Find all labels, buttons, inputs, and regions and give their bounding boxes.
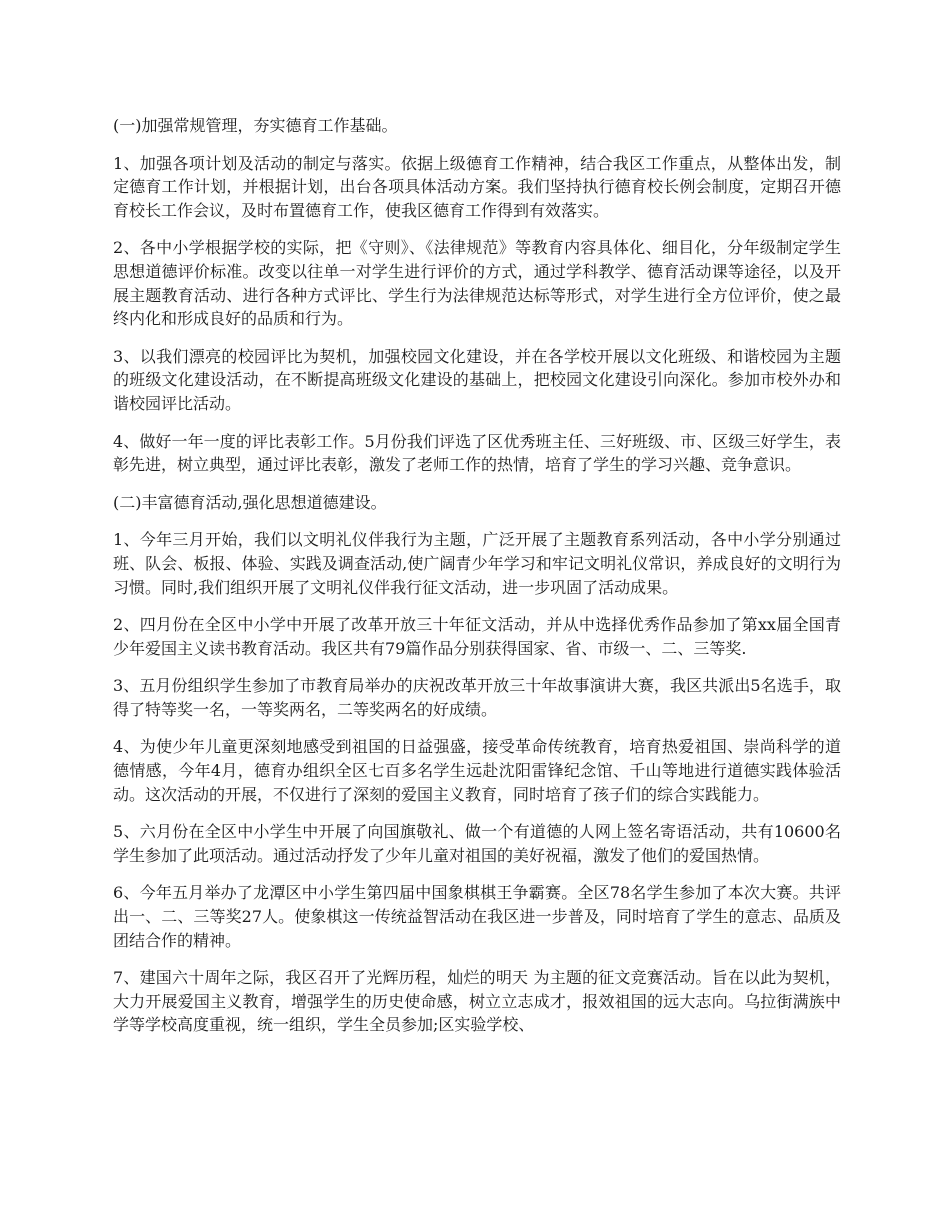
paragraph-1-1: 1、加强各项计划及活动的制定与落实。依据上级德育工作精神，结合我区工作重点，从整体出发，制定德育工作计划，并根据计划，出台各项具体活动方案。我们坚持执行德育校长例会制度，定期召开德育校长工作会议，及时布置德育工作，使我区德育工作得到有效落实。: [113, 153, 841, 220]
paragraph-2-5: 5、六月份在全区中小学生中开展了向国旗敬礼、做一个有道德的人网上签名寄语活动，共有10600名学生参加了此项活动。通过活动抒发了少年儿童对祖国的美好祝福，激发了他们的爱国热情。: [113, 822, 841, 865]
paragraph-2-7: 7、建国六十周年之际，我区召开了光辉历程，灿烂的明天 为主题的征文竞赛活动。旨在以此为契机，大力开展爱国主义教育，增强学生的历史使命感，树立立志成才，报效祖国的远大志向。乌拉街满族中学等学校高度重视，统一组织，学生全员参加;区实验学校、: [113, 968, 841, 1035]
paragraph-1-3: 3、以我们漂亮的校园评比为契机，加强校园文化建设，并在各学校开展以文化班级、和谐校园为主题的班级文化建设活动，在不断提高班级文化建设的基础上，把校园文化建设引向深化。参加市校外办和谐校园评比活动。: [113, 346, 841, 413]
paragraph-2-3: 3、五月份组织学生参加了市教育局举办的庆祝改革开放三十年故事演讲大赛，我区共派出5名选手，取得了特等奖一名，一等奖两名，二等奖两名的好成绩。: [113, 676, 841, 719]
document-page: [113, 114, 841, 1051]
paragraph-1-2: 2、各中小学根据学校的实际，把《守则》、《法律规范》等教育内容具体化、细目化，分年级制定学生思想道德评价标准。改变以往单一对学生进行评价的方式，通过学科教学、德育活动课等途径，以及开展主题教育活动、进行各种方式评比、学生行为法律规范达标等形式，对学生进行全方位评价，使之最终内化和形成良好的品质和行为。: [113, 238, 841, 329]
paragraph-1-4: 4、做好一年一度的评比表彰工作。5月份我们评选了区优秀班主任、三好班级、市、区级三好学生，表彰先进，树立典型，通过评比表彰，激发了老师工作的热情，培育了学生的学习兴趣、竞争意识。: [113, 431, 841, 475]
paragraph-2-1: 1、今年三月开始，我们以文明礼仪伴我行为主题，广泛开展了主题教育系列活动，各中小学分别通过班、队会、板报、体验、实践及调查活动,使广阔青少年学习和牢记文明礼仪常识，养成良好的文明行为习惯。同时,我们组织开展了文明礼仪伴我行征文活动，进一步巩固了活动成果。: [113, 530, 841, 597]
paragraph-2-6: 6、今年五月举办了龙潭区中小学生第四届中国象棋棋王争霸赛。全区78名学生参加了本次大赛。共评出一、二、三等奖27人。使象棋这一传统益智活动在我区进一步普及，同时培育了学生的意志、品质及团结合作的精神。: [113, 883, 841, 950]
section-heading-1: (一)加强常规管理，夯实德育工作基础。: [113, 116, 398, 135]
paragraph-2-4: 4、为使少年儿童更深刻地感受到祖国的日益强盛，接受革命传统教育，培育热爱祖国、崇尚科学的道德情感，今年4月，德育办组织全区七百多名学生远赴沈阳雷锋纪念馆、千山等地进行道德实践体验活动。这次活动的开展，不仅进行了深刻的爱国主义教育，同时培育了孩子们的综合实践能力。: [113, 737, 841, 804]
paragraph-2-2: 2、四月份在全区中小学中开展了改革开放三十年征文活动，并从中选择优秀作品参加了第xx届全国青少年爱国主义读书教育活动。我区共有79篇作品分别获得国家、省、市级一、二、三等奖.: [113, 615, 841, 658]
section-heading-2: (二)丰富德育活动,强化思想道德建设。: [113, 492, 387, 512]
